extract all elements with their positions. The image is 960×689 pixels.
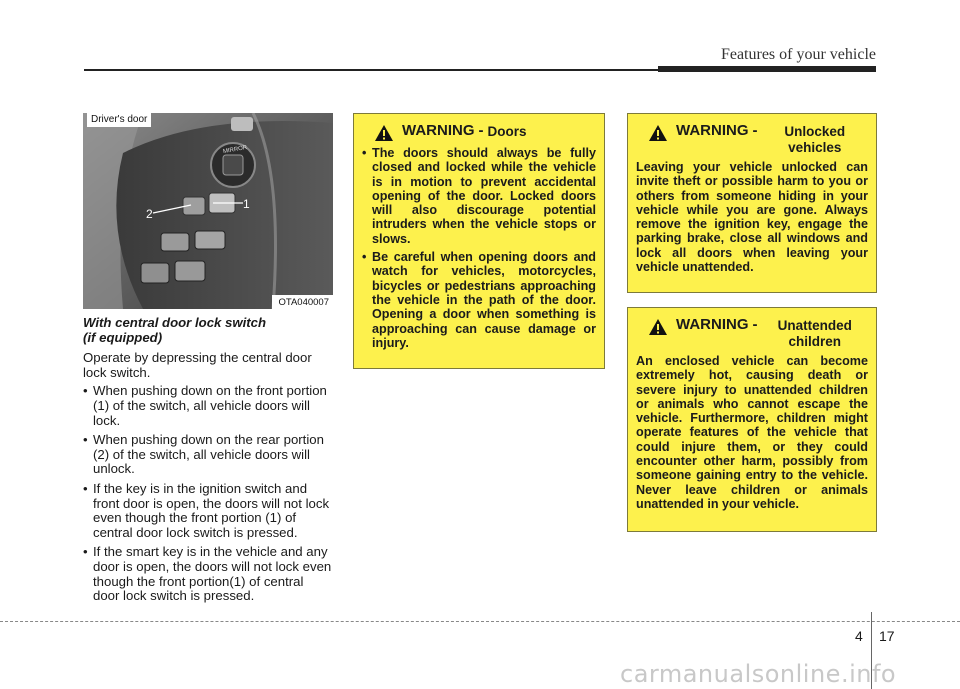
warning-triangle-icon [648, 318, 668, 336]
page-number: 17 [879, 628, 895, 644]
warning-word: WARNING [676, 316, 749, 333]
warning-dash: - [478, 122, 484, 139]
list-item: • The doors should always be fully closed and locked while the vehicle is in motion to prevent accidental opening of the door. Locked doors will also discourage potential intruders when the vehicle stops or slows. [362, 146, 596, 246]
callout-2: 2 [146, 207, 153, 221]
warning-list [362, 146, 596, 350]
subhead-line1: With central door lock switch [83, 315, 267, 330]
warning-heading [636, 318, 868, 350]
warning-dash: - [752, 316, 758, 333]
list-item: • Be careful when opening doors and watch for vehicles, motorcycles, bicycles or pedestrians approaching the vehicle in the path of the door. Opening a door when something is approaching can cause damage or injury. [362, 250, 596, 350]
warning-box-doors [353, 113, 605, 369]
warning-body: An enclosed vehicle can become extremely hot, causing death or severe injury to unattended children or animals who cannot escape the vehicle. Furthermore, children might operate features of the vehicle that could injure them, or they could encounter other harm, possibly from someone gaining entry to the vehicle. Never leave children or animals unattended in your vehicle. [636, 354, 868, 511]
subhead-line2: (if equipped) [83, 329, 163, 345]
photo-label: Driver's door [87, 113, 151, 127]
warning-heading [362, 124, 596, 142]
intro-text: Operate by depressing the central door lock switch. [83, 350, 312, 380]
section-subhead [83, 316, 333, 345]
watermark-text[interactable]: carmanualsonline.info [620, 660, 897, 688]
warning-dash: - [752, 122, 758, 139]
header-rule-accent [658, 66, 876, 72]
chapter-number: 4 [855, 628, 863, 644]
list-item: • When pushing down on the rear portion (2) of the switch, all vehicle doors will unlock. [83, 433, 333, 477]
warning-topic: Unattended children [777, 318, 852, 349]
warning-box-children [627, 307, 877, 532]
warning-box-unlocked [627, 113, 877, 293]
list-item: • If the smart key is in the vehicle and any door is open, the doors will not lock even though the front portion(1) of central door lock switch is pressed. [83, 545, 333, 603]
callout-1: 1 [243, 197, 250, 211]
page-header-title: Features of your vehicle [720, 46, 876, 63]
warning-heading [636, 124, 868, 156]
warning-body: Leaving your vehicle unlocked can invite theft or possible harm to you or others from someone hiding in your vehicle while you are gone. Always remove the ignition key, engage the parking brake, close all windows and lock all doors when leaving your vehicle unattended. [636, 160, 868, 275]
warning-triangle-icon [374, 124, 394, 142]
mirror-label: MIRROR [222, 144, 248, 156]
left-column [83, 316, 333, 609]
door-switch-photo [83, 113, 333, 309]
list-item: • When pushing down on the front portion (1) of the switch, all vehicle doors will lock. [83, 384, 333, 428]
warning-word: WARNING [676, 122, 749, 139]
photo-code: OTA040007 [272, 295, 333, 309]
warning-topic: Doors [487, 124, 527, 139]
instruction-list [83, 384, 333, 603]
footer-rule [0, 621, 960, 622]
list-item: • If the key is in the ignition switch and front door is open, the doors will not lock even though the front portion (1) of central door lock switch is pressed. [83, 482, 333, 540]
warning-topic: Unlocked vehicles [784, 124, 846, 155]
door-panel-illustration [83, 113, 333, 309]
warning-triangle-icon [648, 124, 668, 142]
warning-word: WARNING [402, 122, 475, 139]
